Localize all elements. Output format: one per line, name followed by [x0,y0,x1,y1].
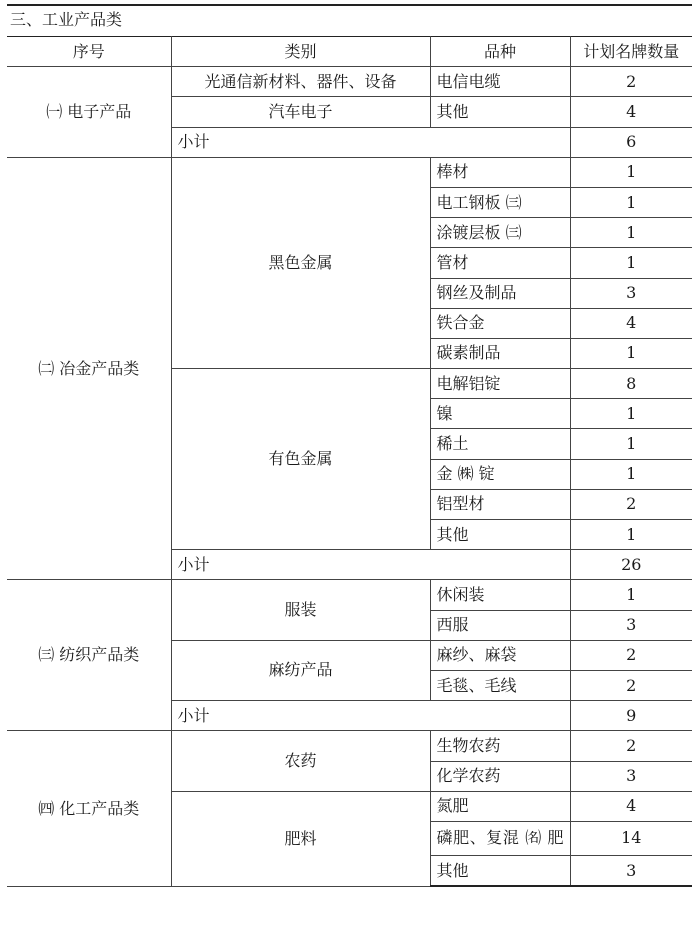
subtotal-count: 6 [570,127,692,157]
brand-count: 1 [570,429,692,459]
category-name: 黑色金属 [171,157,430,368]
brand-count: 8 [570,369,692,399]
variety-name: 涂镀层板 ㈢ [430,218,570,248]
brand-count: 3 [570,761,692,791]
category-name: 汽车电子 [171,97,430,127]
variety-name: 电解铝锭 [430,369,570,399]
brand-count: 1 [570,580,692,610]
group-label: ㈢ 纺织产品类 [7,580,171,731]
brand-count: 4 [570,308,692,338]
table-row [7,67,692,97]
subtotal-count: 26 [570,550,692,580]
brand-count: 4 [570,791,692,821]
subtotal-label: 小计 [171,550,570,580]
variety-name: 毛毯、毛线 [430,670,570,700]
variety-name: 氮肥 [430,791,570,821]
variety-name: 镍 [430,399,570,429]
table-row [7,157,692,187]
brand-count: 1 [570,338,692,368]
column-header-count: 计划名牌数量 [570,37,692,67]
variety-name: 金 ㈱ 锭 [430,459,570,489]
brand-count: 14 [570,821,692,855]
column-header-index: 序号 [7,37,171,67]
brand-count: 1 [570,218,692,248]
variety-name: 铁合金 [430,308,570,338]
group-label: ㈣ 化工产品类 [7,731,171,886]
category-name: 农药 [171,731,430,791]
brand-count: 2 [570,489,692,519]
section-title: 三、工业产品类 [10,10,123,29]
header-row [7,37,692,67]
brand-plan-table [7,36,692,887]
variety-name: 化学农药 [430,761,570,791]
brand-count: 3 [570,856,692,887]
variety-name: 铝型材 [430,489,570,519]
group-label: ㈠ 电子产品 [7,67,171,158]
variety-name: 磷肥、复混 ㈴ 肥 [430,821,570,855]
variety-name: 钢丝及制品 [430,278,570,308]
variety-name: 麻纱、麻袋 [430,640,570,670]
table-row [7,580,692,610]
brand-count: 2 [570,67,692,97]
brand-count: 1 [570,399,692,429]
category-name: 麻纺产品 [171,640,430,700]
category-name: 肥料 [171,791,430,886]
variety-name: 其他 [430,520,570,550]
variety-name: 生物农药 [430,731,570,761]
table-row [7,731,692,761]
brand-count: 1 [570,459,692,489]
column-header-category: 类别 [171,37,430,67]
brand-count: 2 [570,640,692,670]
top-rule [7,4,692,6]
category-name: 服装 [171,580,430,640]
variety-name: 电工钢板 ㈢ [430,187,570,217]
brand-count: 4 [570,97,692,127]
variety-name: 稀土 [430,429,570,459]
brand-count: 1 [570,187,692,217]
brand-count: 3 [570,610,692,640]
brand-count: 2 [570,731,692,761]
variety-name: 其他 [430,856,570,887]
brand-count: 1 [570,157,692,187]
subtotal-count: 9 [570,701,692,731]
variety-name: 西服 [430,610,570,640]
variety-name: 棒材 [430,157,570,187]
variety-name: 管材 [430,248,570,278]
category-name: 有色金属 [171,369,430,550]
subtotal-label: 小计 [171,127,570,157]
brand-count: 1 [570,520,692,550]
brand-count: 3 [570,278,692,308]
table-body [7,67,692,887]
brand-count: 1 [570,248,692,278]
brand-count: 2 [570,670,692,700]
variety-name: 休闲装 [430,580,570,610]
variety-name: 碳素制品 [430,338,570,368]
variety-name: 其他 [430,97,570,127]
group-label: ㈡ 冶金产品类 [7,157,171,580]
variety-name: 电信电缆 [430,67,570,97]
subtotal-label: 小计 [171,701,570,731]
column-header-variety: 品种 [430,37,570,67]
category-name: 光通信新材料、器件、设备 [171,67,430,97]
